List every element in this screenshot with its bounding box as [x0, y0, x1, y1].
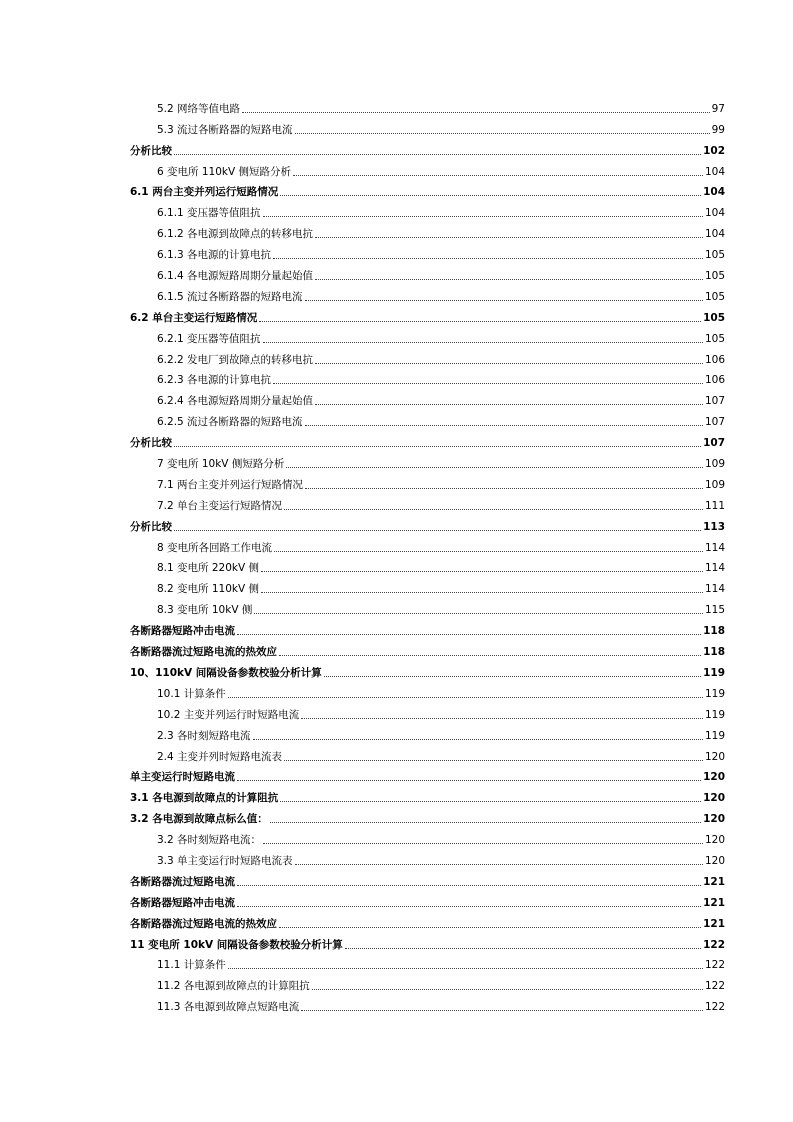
- toc-entry[interactable]: [130, 513, 725, 534]
- toc-entry-page-number: 121: [703, 896, 725, 909]
- toc-entry-page-number: 120: [704, 750, 725, 763]
- toc-entry-page-number: 122: [704, 959, 725, 972]
- toc-dot-leader: [293, 175, 703, 176]
- toc-entry-title: 6.1.2 各电源到故障点的转移电抗: [157, 228, 314, 241]
- toc-entry-page-number: 105: [704, 270, 725, 283]
- toc-entry-title: 6.2.2 发电厂到故障点的转移电抗: [157, 353, 314, 366]
- toc-entry-page-number: 121: [703, 917, 725, 930]
- toc-dot-leader: [284, 760, 703, 761]
- toc-dot-leader: [305, 425, 703, 426]
- toc-entry-page-number: 114: [704, 583, 725, 596]
- toc-entry-title: 7 变电所 10kV 侧短路分析: [157, 458, 285, 471]
- toc-entry-title: 11 变电所 10kV 间隔设备参数校验分析计算: [130, 938, 343, 951]
- toc-entry-page-number: 119: [704, 687, 725, 700]
- toc-entry-page-number: 120: [703, 792, 725, 805]
- toc-entry-title: 11.1 计算条件: [157, 959, 226, 972]
- toc-entry-page-number: 120: [703, 813, 725, 826]
- toc-entry[interactable]: [130, 137, 725, 158]
- toc-entry-page-number: 107: [703, 437, 725, 450]
- toc-dot-leader: [305, 488, 703, 489]
- toc-dot-leader: [324, 676, 701, 677]
- toc-entry[interactable]: [130, 575, 725, 596]
- toc-entry[interactable]: [130, 638, 725, 659]
- toc-entry[interactable]: [130, 847, 725, 868]
- toc-entry-title: 单主变运行时短路电流: [130, 771, 235, 784]
- toc-dot-leader: [273, 258, 703, 259]
- toc-dot-leader: [261, 592, 703, 593]
- toc-dot-leader: [263, 342, 703, 343]
- toc-entry-title: 8.1 变电所 220kV 侧: [157, 562, 260, 575]
- toc-entry-title: 各断路器流过短路电流的热效应: [130, 646, 277, 659]
- toc-entry-page-number: 113: [703, 520, 725, 533]
- toc-entry-title: 5.2 网络等值电路: [157, 102, 241, 115]
- table-of-contents: [130, 95, 725, 1014]
- toc-entry-page-number: 114: [704, 541, 725, 554]
- toc-entry-page-number: 121: [703, 875, 725, 888]
- toc-entry-title: 3.3 单主变运行时短路电流表: [157, 854, 293, 867]
- toc-entry[interactable]: [130, 680, 725, 701]
- toc-dot-leader: [237, 634, 701, 635]
- toc-entry-title: 分析比较: [130, 437, 172, 450]
- toc-entry[interactable]: [130, 367, 725, 388]
- toc-entry-title: 6.2.5 流过各断路器的短路电流: [157, 416, 303, 429]
- toc-entry[interactable]: [130, 889, 725, 910]
- toc-dot-leader: [228, 697, 703, 698]
- toc-dot-leader: [315, 363, 703, 364]
- toc-entry-title: 11.2 各电源到故障点的计算阻抗: [157, 980, 310, 993]
- toc-entry[interactable]: [130, 910, 725, 931]
- toc-dot-leader: [174, 530, 701, 531]
- toc-entry-page-number: 119: [704, 708, 725, 721]
- toc-entry-title: 各断路器流过短路电流的热效应: [130, 917, 277, 930]
- toc-entry[interactable]: [130, 158, 725, 179]
- toc-entry-title: 6.1.4 各电源短路周期分量起始值: [157, 270, 314, 283]
- toc-entry-page-number: 120: [704, 854, 725, 867]
- toc-dot-leader: [174, 446, 701, 447]
- toc-entry-title: 各断路器流过短路电流: [130, 875, 235, 888]
- toc-dot-leader: [286, 467, 703, 468]
- toc-entry-page-number: 120: [703, 771, 725, 784]
- toc-entry[interactable]: [130, 617, 725, 638]
- toc-entry-page-number: 122: [704, 980, 725, 993]
- toc-entry-page-number: 105: [704, 332, 725, 345]
- toc-entry[interactable]: [130, 492, 725, 513]
- toc-entry-title: 各断路器短路冲击电流: [130, 896, 235, 909]
- toc-entry-title: 11.3 各电源到故障点短路电流: [157, 1001, 300, 1014]
- toc-entry-page-number: 97: [711, 102, 725, 115]
- toc-entry-page-number: 102: [703, 144, 725, 157]
- toc-entry[interactable]: [130, 868, 725, 889]
- toc-entry[interactable]: [130, 659, 725, 680]
- toc-dot-leader: [228, 968, 703, 969]
- toc-dot-leader: [242, 112, 710, 113]
- toc-entry[interactable]: [130, 325, 725, 346]
- toc-entry-title: 6.2.3 各电源的计算电抗: [157, 374, 272, 387]
- toc-entry[interactable]: [130, 471, 725, 492]
- toc-entry[interactable]: [130, 931, 725, 952]
- toc-entry[interactable]: [130, 450, 725, 471]
- toc-entry-page-number: 122: [704, 1001, 725, 1014]
- toc-entry[interactable]: [130, 826, 725, 847]
- toc-dot-leader: [315, 404, 703, 405]
- toc-entry-title: 8 变电所各回路工作电流: [157, 541, 273, 554]
- toc-dot-leader: [345, 948, 701, 949]
- toc-dot-leader: [237, 780, 701, 781]
- toc-entry-page-number: 105: [704, 249, 725, 262]
- toc-entry-title: 3.2 各电源到故障点标么值：: [130, 813, 268, 826]
- toc-entry-title: 8.2 变电所 110kV 侧: [157, 583, 260, 596]
- toc-entry-page-number: 107: [704, 416, 725, 429]
- toc-dot-leader: [259, 321, 701, 322]
- toc-entry[interactable]: [130, 784, 725, 805]
- toc-dot-leader: [279, 927, 701, 928]
- toc-dot-leader: [279, 655, 701, 656]
- toc-dot-leader: [261, 571, 703, 572]
- toc-entry[interactable]: [130, 220, 725, 241]
- toc-entry-page-number: 105: [704, 290, 725, 303]
- toc-entry-page-number: 104: [704, 207, 725, 220]
- toc-dot-leader: [284, 509, 703, 510]
- toc-entry-title: 10.1 计算条件: [157, 687, 226, 700]
- toc-entry-page-number: 115: [704, 604, 725, 617]
- toc-entry-page-number: 106: [704, 374, 725, 387]
- toc-dot-leader: [263, 216, 703, 217]
- toc-entry-page-number: 105: [703, 311, 725, 324]
- toc-entry-title: 6.2.4 各电源短路周期分量起始值: [157, 395, 314, 408]
- toc-entry-title: 6.1.3 各电源的计算电抗: [157, 249, 272, 262]
- toc-entry[interactable]: [130, 199, 725, 220]
- toc-entry[interactable]: [130, 993, 725, 1014]
- toc-entry-page-number: 122: [703, 938, 725, 951]
- toc-dot-leader: [237, 906, 701, 907]
- toc-entry-page-number: 104: [704, 228, 725, 241]
- toc-entry-title: 3.1 各电源到故障点的计算阻抗: [130, 792, 279, 805]
- toc-entry-title: 3.2 各时刻短路电流：: [157, 834, 262, 847]
- toc-entry-page-number: 120: [704, 834, 725, 847]
- toc-entry-title: 6.1.5 流过各断路器的短路电流: [157, 290, 303, 303]
- toc-entry-page-number: 104: [704, 165, 725, 178]
- toc-dot-leader: [254, 613, 703, 614]
- toc-entry[interactable]: [130, 722, 725, 743]
- toc-entry-page-number: 107: [704, 395, 725, 408]
- toc-dot-leader: [174, 154, 701, 155]
- toc-entry[interactable]: [130, 805, 725, 826]
- toc-entry-page-number: 118: [703, 646, 725, 659]
- toc-dot-leader: [315, 279, 703, 280]
- toc-entry[interactable]: [130, 262, 725, 283]
- toc-entry[interactable]: [130, 555, 725, 576]
- toc-entry-title: 分析比较: [130, 144, 172, 157]
- toc-entry-page-number: 99: [711, 123, 725, 136]
- toc-entry-title: 6 变电所 110kV 侧短路分析: [157, 165, 291, 178]
- toc-entry[interactable]: [130, 179, 725, 200]
- toc-entry-title: 8.3 变电所 10kV 侧: [157, 604, 253, 617]
- toc-dot-leader: [280, 195, 701, 196]
- toc-entry[interactable]: [130, 534, 725, 555]
- toc-entry-page-number: 109: [704, 478, 725, 491]
- toc-entry[interactable]: [130, 116, 725, 137]
- toc-entry[interactable]: [130, 701, 725, 722]
- toc-dot-leader: [301, 718, 703, 719]
- toc-entry[interactable]: [130, 304, 725, 325]
- toc-dot-leader: [237, 885, 701, 886]
- toc-entry-title: 7.1 两台主变并列运行短路情况: [157, 478, 304, 491]
- toc-entry[interactable]: [130, 95, 725, 116]
- toc-entry[interactable]: [130, 283, 725, 304]
- toc-entry-title: 2.3 各时刻短路电流: [157, 729, 251, 742]
- toc-entry[interactable]: [130, 952, 725, 973]
- toc-entry-page-number: 119: [703, 666, 725, 679]
- toc-entry[interactable]: [130, 408, 725, 429]
- toc-entry-page-number: 114: [704, 562, 725, 575]
- toc-dot-leader: [263, 843, 703, 844]
- toc-entry[interactable]: [130, 387, 725, 408]
- toc-entry-title: 各断路器短路冲击电流: [130, 625, 235, 638]
- toc-dot-leader: [295, 133, 710, 134]
- toc-dot-leader: [312, 989, 703, 990]
- toc-entry-title: 6.1 两台主变并列运行短路情况: [130, 186, 279, 199]
- toc-entry-page-number: 106: [704, 353, 725, 366]
- toc-dot-leader: [274, 551, 703, 552]
- toc-entry[interactable]: [130, 241, 725, 262]
- toc-dot-leader: [253, 739, 703, 740]
- toc-entry-page-number: 109: [704, 458, 725, 471]
- toc-entry-title: 6.1.1 变压器等值阻抗: [157, 207, 261, 220]
- toc-entry[interactable]: [130, 764, 725, 785]
- toc-entry[interactable]: [130, 429, 725, 450]
- toc-entry-page-number: 111: [704, 499, 725, 512]
- toc-entry-page-number: 118: [703, 625, 725, 638]
- toc-entry-title: 10、110kV 间隔设备参数校验分析计算: [130, 666, 322, 679]
- toc-entry-title: 分析比较: [130, 520, 172, 533]
- toc-dot-leader: [315, 237, 703, 238]
- toc-entry-title: 10.2 主变并列运行时短路电流: [157, 708, 300, 721]
- toc-entry-page-number: 119: [704, 729, 725, 742]
- toc-entry[interactable]: [130, 596, 725, 617]
- toc-entry-title: 2.4 主变并列时短路电流表: [157, 750, 283, 763]
- toc-entry-title: 6.2.1 变压器等值阻抗: [157, 332, 261, 345]
- toc-entry-page-number: 104: [703, 186, 725, 199]
- toc-dot-leader: [295, 864, 703, 865]
- toc-dot-leader: [305, 300, 703, 301]
- toc-entry-title: 6.2 单台主变运行短路情况: [130, 311, 258, 324]
- toc-dot-leader: [280, 801, 701, 802]
- toc-dot-leader: [301, 1010, 703, 1011]
- toc-dot-leader: [273, 383, 703, 384]
- toc-entry[interactable]: [130, 743, 725, 764]
- toc-entry[interactable]: [130, 346, 725, 367]
- toc-entry-title: 7.2 单台主变运行短路情况: [157, 499, 283, 512]
- toc-dot-leader: [270, 822, 701, 823]
- toc-entry[interactable]: [130, 972, 725, 993]
- toc-entry-title: 5.3 流过各断路器的短路电流: [157, 123, 293, 136]
